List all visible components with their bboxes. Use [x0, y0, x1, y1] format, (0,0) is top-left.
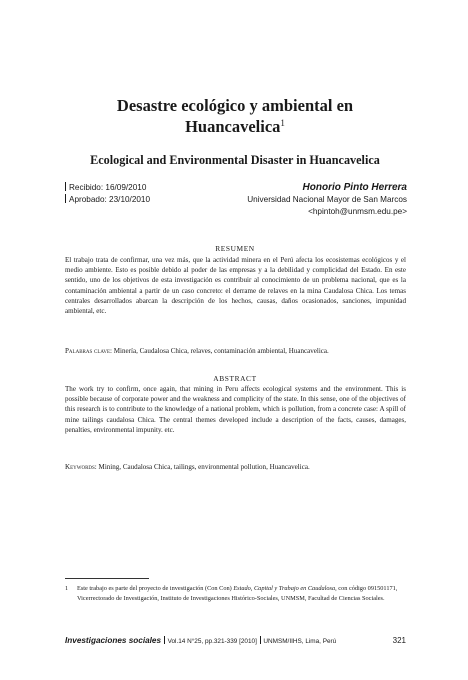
author-block	[167, 181, 407, 218]
resumen-heading: RESUMEN	[215, 244, 255, 253]
footer-divider	[164, 636, 165, 644]
divider-bar	[65, 194, 66, 203]
footnote-number: 1	[65, 585, 69, 592]
footnote	[65, 584, 406, 603]
footnote-text	[65, 584, 406, 603]
received-date: Recibido: 16/09/2010	[69, 183, 147, 192]
resumen-keywords-text: Minería, Caudalosa Chica, relaves, contaminación ambiental, Huancavelica.	[113, 347, 329, 355]
journal-name: Investigaciones sociales	[65, 636, 162, 645]
page-footer	[65, 636, 406, 645]
journal-issn: UNMSM/IIHS, Lima, Perú	[263, 638, 337, 645]
author-email[interactable]: <hpintoh@unmsm.edu.pe>	[308, 207, 407, 216]
resumen-keywords	[65, 346, 406, 356]
title-footnote-marker[interactable]: 1	[280, 118, 285, 128]
page-number: 321	[392, 636, 406, 645]
footnote-text-rest: , con código 091501171, Vicerrectorado de Investigación, Instituto de Investigaciones Histórico-Sociales, UNMSM, Facultad de Ciencias Sociales.	[77, 585, 398, 602]
approved-date: Aprobado: 23/10/2010	[69, 194, 151, 204]
abstract-heading: ABSTRACT	[213, 374, 257, 383]
author-name: Honorio Pinto Herrera	[302, 182, 407, 193]
title-line-1: Desastre ecológico y ambiental en	[116, 96, 354, 115]
abstract-body: The work try to confirm, once again, that mining in Peru affects ecological systems and the environment. This is possible because of corporate power and the weakness and complicity of the state. In this sense, one of the objectives of this research is to contribute to the knowledge of a national problem, which is pollution, from a concrete case: A spill of mine tailings caudalosa Chica. The central themes developed include a description of the facts, causes, damages, penalties, environmental impunity. etc.	[65, 385, 406, 434]
resumen-body: El trabajo trata de confirmar, una vez más, que la actividad minera en el Perú afecta los ecosistemas ecológicos y el medio ambiente. Esto es posible debido al poder de las empresas y a la debilidad y complicidad del Estado. En este sentido, uno de los objetivos de esta investigación es contribuir al conocimiento de un problema nacional, que es la contaminación ambiental a partir de un caso concreto: el derrame de relaves en la mina Caudalosa Chica. Los temas centrales desarrollados abarcan la descripción de los hechos, causas, daños ocasionados, sanciones, impunidad ambiental, etc.	[65, 256, 406, 316]
footer-divider	[260, 636, 261, 644]
article-subtitle-english: Ecological and Environmental Disaster in Huancavelica	[90, 153, 380, 167]
abstract-keywords-text: Mining, Caudalosa Chica, tailings, environmental pollution, Huancavelica.	[98, 463, 310, 471]
footnote-rule	[65, 578, 149, 579]
article-title	[60, 95, 410, 137]
divider-bar	[65, 182, 66, 191]
footnote-text-italic: Estado, Capital y Trabajo en Caudalosa	[233, 585, 336, 592]
abstract-keywords	[65, 462, 406, 472]
resumen-keywords-label: Palabras clave:	[65, 347, 112, 355]
abstract-keywords-label: Keywords:	[65, 463, 97, 471]
author-affiliation: Universidad Nacional Mayor de San Marcos	[247, 195, 407, 204]
title-line-2: Huancavelica	[185, 117, 281, 136]
journal-volume: Vol.14 N°25, pp.321-339 [2010]	[167, 638, 257, 645]
footnote-text-plain: Este trabajo es parte del proyecto de investigación (Con Con)	[77, 585, 234, 592]
